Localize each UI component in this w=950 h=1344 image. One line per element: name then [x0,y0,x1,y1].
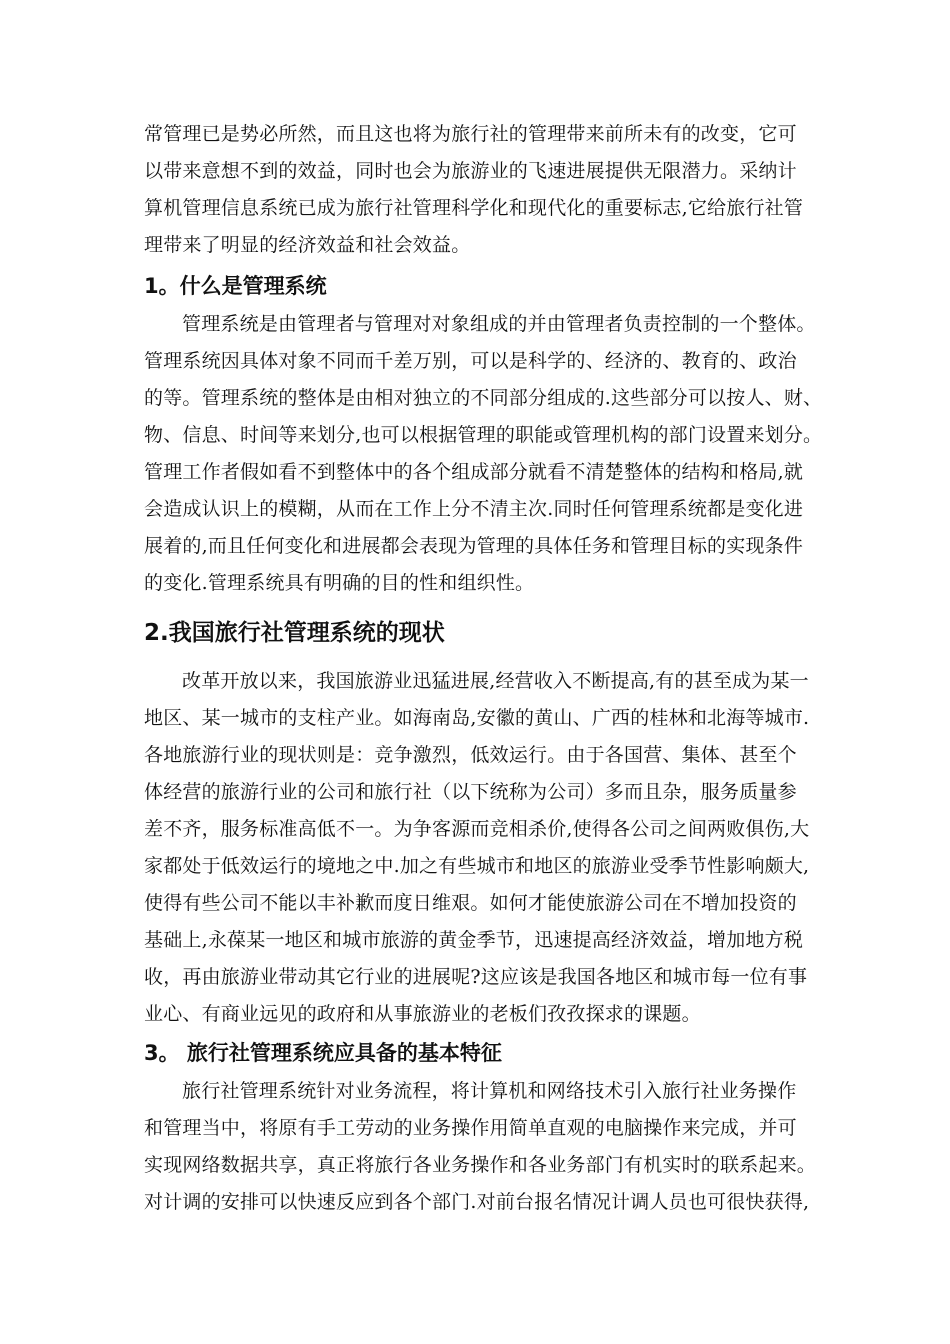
paragraph-line: 实现网络数据共享，真正将旅行各业务操作和各业务部门有机实时的联系起来。 [144,1154,817,1176]
paragraph-line: 收，再由旅游业带动其它行业的进展呢?这应该是我国各地区和城市每一位有事 [144,966,808,988]
paragraph-line: 对计调的安排可以快速反应到各个部门.对前台报名情况计调人员也可很快获得, [144,1191,810,1213]
paragraph-line: 物、信息、时间等来划分,也可以根据管理的职能或管理机构的部门设置来划分。 [144,424,823,446]
paragraph-line: 常管理已是势必所然，而且这也将为旅行社的管理带来前所未有的改变，它可 [144,123,797,145]
paragraph-line: 以带来意想不到的效益，同时也会为旅游业的飞速进展提供无限潜力。采纳计 [144,160,797,182]
paragraph-line: 基础上,永葆某一地区和城市旅游的黄金季节，迅速提高经济效益，增加地方税 [144,929,804,951]
paragraph-line: 差不齐，服务标准高低不一。为争客源而竞相杀价,使得各公司之间两败俱伤,大 [144,818,810,840]
paragraph-line: 的变化.管理系统具有明确的目的性和组织性。 [144,572,535,594]
paragraph-line: 算机管理信息系统已成为旅行社管理科学化和现代化的重要标志,它给旅行社管 [144,197,804,219]
section-heading-1: 1。什么是管理系统 [144,274,327,298]
paragraph-line: 家都处于低效运行的境地之中.加之有些城市和地区的旅游业受季节性影响颇大, [144,855,810,877]
paragraph-line: 各地旅游行业的现状则是：竞争激烈，低效运行。由于各国营、集体、甚至个 [144,744,797,766]
paragraph-line: 业心、有商业远见的政府和从事旅游业的老板们孜孜探求的课题。 [144,1003,701,1025]
paragraph-line: 地区、某一城市的支柱产业。如海南岛,安徽的黄山、广西的桂林和北海等城市. [144,707,810,729]
section-heading-2: 2.我国旅行社管理系统的现状 [144,620,445,646]
paragraph-line: 管理工作者假如看不到整体中的各个组成部分就看不清楚整体的结构和格局,就 [144,461,804,483]
paragraph-line: 的等。管理系统的整体是由相对独立的不同部分组成的.这些部分可以按人、财、 [144,387,823,409]
paragraph-line: 体经营的旅游行业的公司和旅行社（以下统称为公司）多而且杂，服务质量参 [144,781,797,803]
paragraph-line: 展着的,而且任何变化和进展都会表现为管理的具体任务和管理目标的实现条件 [144,535,804,557]
paragraph-line: 和管理当中，将原有手工劳动的业务操作用简单直观的电脑操作来完成，并可 [144,1117,797,1139]
paragraph-line: 理带来了明显的经济效益和社会效益。 [144,234,471,256]
paragraph-line: 管理系统是由管理者与管理对对象组成的并由管理者负责控制的一个整体。 [182,313,816,335]
paragraph-line: 使得有些公司不能以丰补歉而度日维艰。如何才能使旅游公司在不增加投资的 [144,892,797,914]
paragraph-line: 旅行社管理系统针对业务流程，将计算机和网络技术引入旅行社业务操作 [182,1080,797,1102]
section-heading-3: 3。 旅行社管理系统应具备的基本特征 [144,1041,502,1065]
paragraph-line: 改革开放以来，我国旅游业迅猛进展,经营收入不断提高,有的甚至成为某一 [182,670,809,692]
paragraph-line: 管理系统因具体对象不同而千差万别，可以是科学的、经济的、教育的、政治 [144,350,797,372]
paragraph-line: 会造成认识上的模糊，从而在工作上分不清主次.同时任何管理系统都是变化进 [144,498,804,520]
